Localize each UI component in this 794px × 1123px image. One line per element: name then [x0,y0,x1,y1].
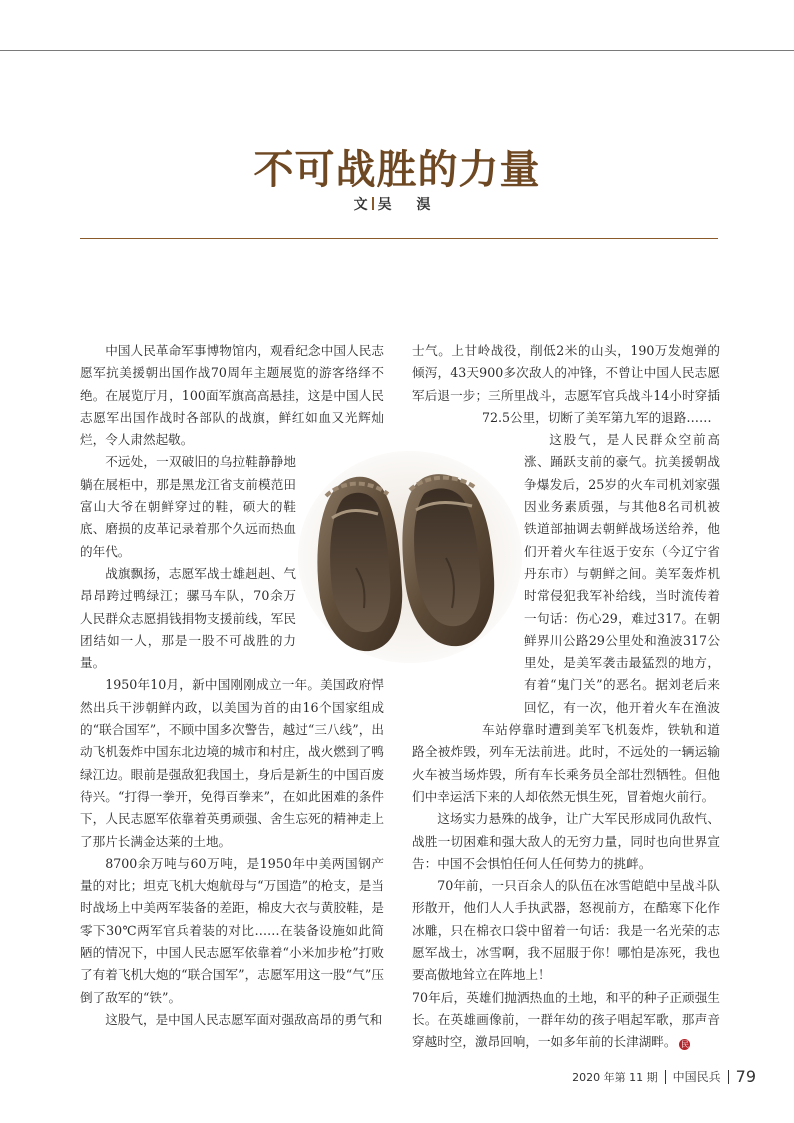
paragraph: 这场实力悬殊的战争，让广大军民形成同仇敌忾、战胜一切困难和强大敌人的无穷力量，同时也向世界宣告：中国不会惧怕任何人任何势力的挑衅。 [412,811,720,871]
paragraph: 8700余万吨与60万吨，是1950年中美两国钢产量的对比；坦克飞机大炮航母与“万国造”的枪支，是当时战场上中美两军装备的差距，棉皮大衣与黄胶鞋，是零下30℃两军官兵着装的对比……在装备设施如此简陋的情况下，中国人民志愿军依靠着“小米加步枪”打败了有着飞机大炮的“联合国军”，志愿军用这一股“气”压倒了敌军的“铁”。 [80,855,384,1005]
magazine-name: 中国民兵 [672,1070,721,1084]
photo-wrap-right [412,408,482,432]
header-rule [80,238,718,239]
paragraph: 这股气，是人民群众空前高涨、踊跃支前的豪气。抗美援朝战争爆发后，25岁的火车司机刘家强因业务素质强，与其他8名司机被铁道部抽调去朝鲜战场送给养，他们开着火车往返于安东（今辽宁省丹东市）与朝鲜之间。美军轰炸机时常侵犯我军补给线，当时流传着一句话：伤心29，难过317。在朝鲜界川公路29公里处和渔波317公里处，是美军袭击最猛烈的地方，有着“鬼门关”的恶名。据刘老后来回忆，有一次，他开着火车在渔波车站停靠时遭到美军飞机轰炸，铁轨和道路全被炸毁，列车无法前进。此时，不远处的一辆运输火车被当场炸毁，所有车长乘务员全部壮烈牺牲。但他们中幸运活下来的人却依然无惧生死，冒着炮火前行。 [412,432,720,804]
issue-label: 2020 年第 11 期 [572,1070,658,1084]
paragraph: 这股气，是中国人民志愿军面对强敌高昂的勇气和 [105,1011,383,1027]
paragraph: 中国人民革命军事博物馆内，观看纪念中国人民志愿军抗美援朝出国作战70周年主题展览的游客络绎不绝。在展览厅月，100面军旗高高悬挂，这是中国人民志愿军出国作战时各部队的战旗，鲜红如血又光辉灿烂，令人肃然起敬。 [80,343,384,448]
paragraph: 1950年10月，新中国刚刚成立一年。美国政府悍然出兵干涉朝鲜内政，以美国为首的由16个国家组成的“联合国军”，不顾中国多次警告，越过“三八线”，出动飞机轰炸中国东北边境的城市和村庄，战火燃到了鸭绿江边。眼前是强敌犯我国土，身后是新生的中国百废待兴。“打得一拳开，免得百拳来”，在如此困难的条件下，人民志愿军依靠着英勇顽强、舍生忘死的精神走上了那片长满金达莱的土地。 [80,677,384,849]
left-column [80,340,384,1031]
photo-wrap-right [412,700,482,722]
article-title: 不可战胜的力量 [253,146,541,193]
page-number: 79 [735,1067,756,1086]
byline-prefix: 文 [353,197,368,213]
footer-divider [728,1070,729,1084]
byline-divider [372,197,374,210]
shoes-photo [296,448,524,666]
byline [0,194,794,214]
paragraph: 70年后，英雄们抛洒热血的土地，和平的种子正顽强生长。在英雄画像前，一群年幼的孩子唱起军歌，那声音穿越时空，激昂回响，一如多年前的长津湖畔。 [412,989,720,1050]
paragraph: 战旗飘扬，志愿军战士雄赳赳、气昂昂跨过鸭绿江；骡马车队，70余万人民群众志愿捐钱捐物支援前线，军民团结如一人，那是一股不可战胜的力量。 [80,565,296,671]
paragraph: 不远处，一双破旧的乌拉鞋静静地躺在展柜中，那是黑龙江省支前模范田富山大爷在朝鲜穿过的鞋，硕大的鞋底、磨损的皮革记录着那个久远而热血的年代。 [80,454,296,559]
top-rule [0,50,794,51]
end-mark-icon: 民 [680,1040,689,1050]
byline-author: 吴 淏 [377,197,441,213]
paragraph: 士气。上甘岭战役，削低2米的山头，190万发炮弹的倾泻，43天900多次敌人的冲锋，不曾让中国人民志愿军后退一步；三所里战斗，志愿军官兵战斗14小时穿插72.5公里，切断了美军第九军的退路…… [412,343,720,425]
ula-shoes-image [296,448,524,666]
paragraph: 70年前，一只百余人的队伍在冰雪皑皑中呈战斗队形散开，他们人人手执武器，怒视前方，在酷寒下化作冰雕，只在棉衣口袋中留着一句话：我是一名光荣的志愿军战士，冰雪啊，我不屈服于你！哪怕是冻死，我也要高傲地耸立在阵地上！ [412,878,720,983]
page-footer [572,1067,756,1086]
footer-divider [665,1070,666,1084]
